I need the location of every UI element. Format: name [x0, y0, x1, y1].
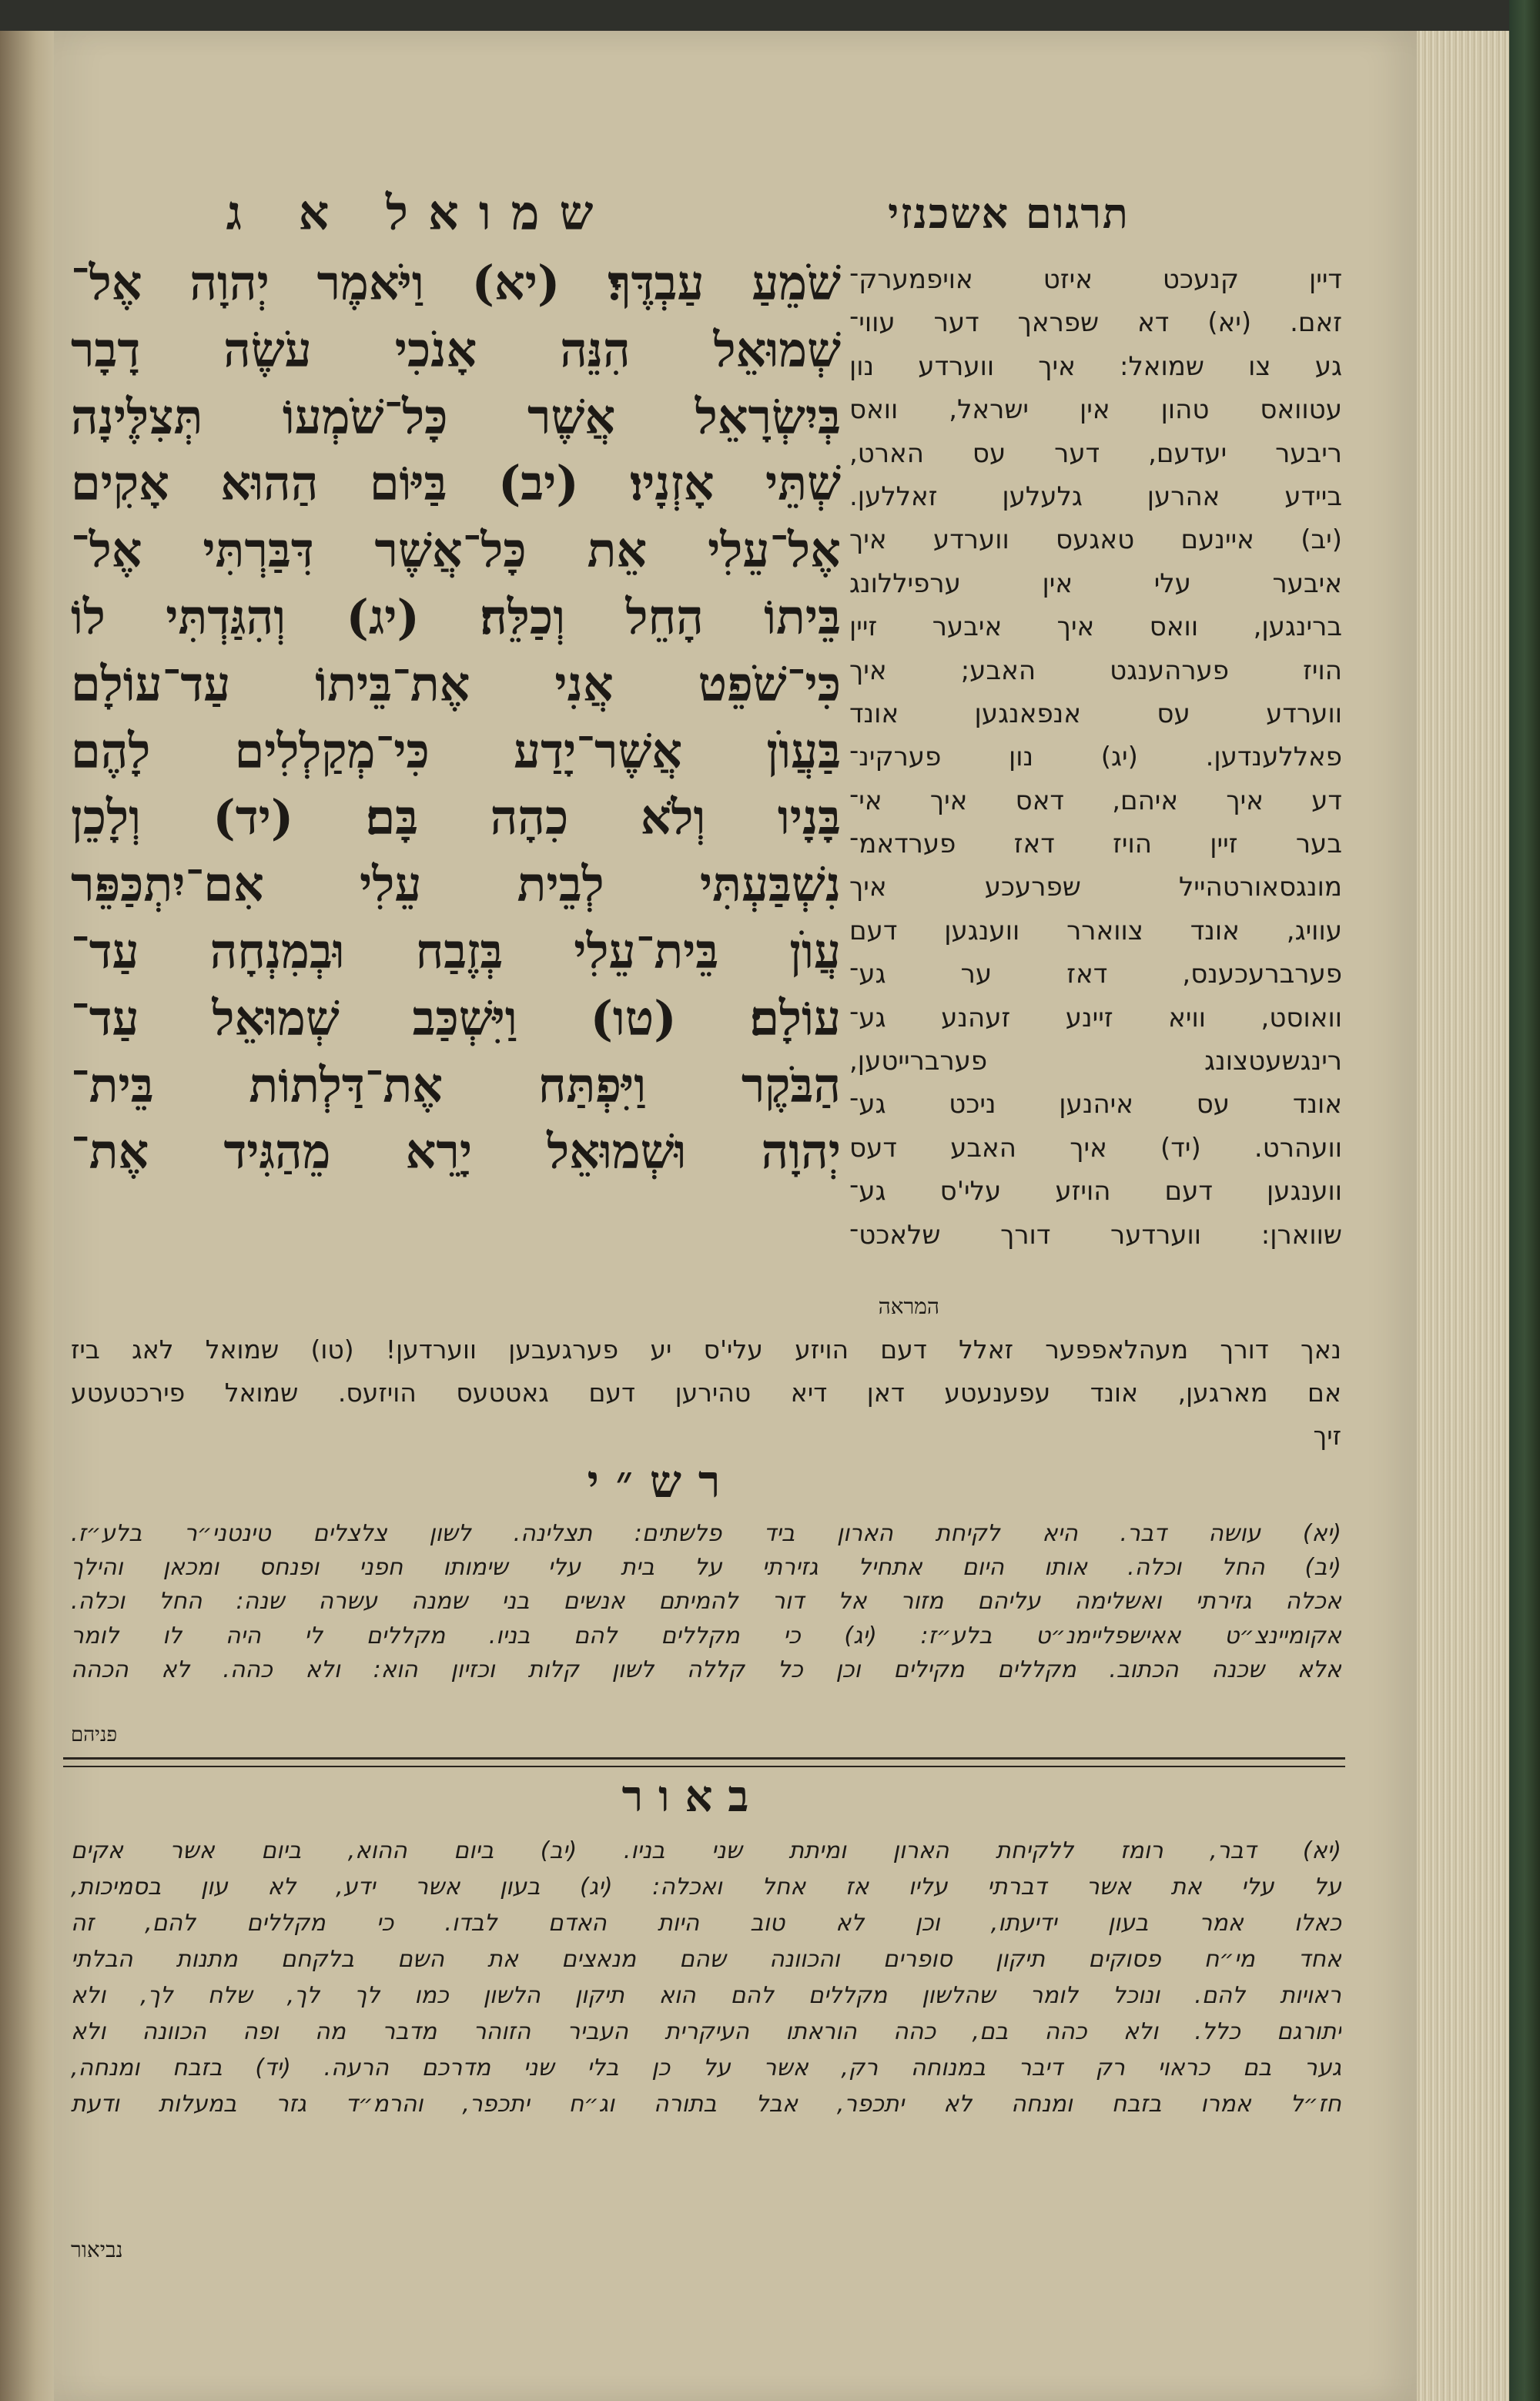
rashi-line: (יב) החל וכלה. אותו היום אתחיל גזירתי על בית עלי שימותו חפני ופנחס ומכאן והילך [71, 1554, 1341, 1582]
rashi-catchword: פניהם [71, 1723, 118, 1746]
main-text-line: עֲוֺן בֵּית־עֵלִי בְּזֶבַח וּבְמִנְחָה עַד־ [71, 923, 841, 979]
translation-continuation-line: נאך דורך מעהלאפפער זאלל דעם הויזע עלי'ס יע פערגעבען ווערדען! (טו) שמואל לאג ביז [71, 1334, 1341, 1365]
rashi-line: אכלה גזירתי ואשלימה עליהם מזור אל דור להמיתם אנשים בני שמנה עשרה שנה: החל וכלה. [71, 1588, 1341, 1616]
biur-line: אחד מי״ח פסוקים תיקון סופרים והכוונה שהם מנאצים את השם בלקחם מתנות הבלתי [71, 1946, 1341, 1973]
translation-line: הויז פערהענגט האבע; איך [849, 655, 1342, 686]
book-cover-edge [1509, 0, 1540, 2401]
main-text-line: בַּעֲוֺן אֲשֶׁר־יָדַע כִּי־מְקַלְלִים לָהֶם [71, 722, 841, 779]
translation-line: איבער עלי אין ערפיללונג [849, 568, 1342, 599]
main-text-line: בְּיִשְׂרָאֵל אֲשֶׁר כָּל־שֹׁמְעוֹ תְּצִלֶּינָה [71, 388, 841, 445]
translation-line: בער זיין הויז דאז פערדאמ־ [849, 829, 1342, 860]
translation-line: מונגסאורטהייל שפרעכע איך [849, 872, 1342, 903]
main-text-line: שְׁמוּאֵל הִנֵּה אָנֹכִי עֹשֶׂה דָבָר [71, 321, 841, 378]
rashi-line: אקומיינצ״ט אאישפליימנ״ט בלע״ז: (יג) כי מקללים להם בניו. מקללים לי היה לו לומר [71, 1622, 1341, 1649]
biur-line: כאלו אמר בעון ידיעתו, וכן לא טוב היות האדם לבדו. כי מקללים להם, זה [71, 1910, 1341, 1937]
translation-line: וועהרט. (יד) איך האבע דעס [849, 1132, 1342, 1164]
translation-line: (יב) איינעם טאגעס ווערדע איך [849, 524, 1342, 556]
translation-line: אונד עס איהנען ניכט גע־ [849, 1089, 1342, 1120]
translation-line: גע צו שמואל: איך ווערדע נון [849, 350, 1342, 382]
translation-line: פערברעכענס, דאז ער גע־ [849, 959, 1342, 990]
book-title-header: שמואל א ג [226, 185, 614, 241]
translation-line: וואוסט, וויא זיינע זעהנע גע־ [849, 1002, 1342, 1033]
main-text-line: אֶל־עֵלִי אֵת כָּל־אֲשֶׁר דִּבַּרְתִּי אֶל־ [71, 522, 841, 579]
main-text-line: נִשְׁבַּעְתִּי לְבֵית עֵלִי אִם־יִתְכַּפֵּר [71, 856, 841, 913]
translation-line: שווארן: ווערדער דורך שלאכט־ [849, 1219, 1342, 1251]
main-text-line: שֹׁמֵעַ עַבְדֶּךָ׃ (יא) וַיֹּאמֶר יְהוָה אֶל־ [71, 255, 841, 311]
translation-line: דיין קנעכט איזט אויפמערק־ [849, 264, 1342, 295]
biur-line: יתורגם כלל. ולא כהה בם, כהה הוראתו העיקרית העביר הזוהר מדבר מה ופה הכוונה ולא [71, 2018, 1341, 2045]
rashi-line: (יא) עושה דבר. היא לקיחת הארון ביד פלשתים: תצלינה. לשון צלצלים טינטני״ר בלע״ז. [71, 1520, 1341, 1547]
biur-line: חז״ל אמרו בזבח ומנחה לא יתכפר, אבל בתורה וג״ח יתכפר, והרמ״ד גזר במעלות ודעת [71, 2091, 1341, 2118]
translation-line: ריבער יעדעם, דער עס הארט, [849, 437, 1342, 469]
main-text-catchword: המראה [878, 1294, 939, 1319]
biur-heading: באור [621, 1771, 765, 1822]
rashi-line: אלא שכנה הכתוב. מקללים מקילים וכן כל קללה לשון קלות וכזיון הוא: ולא כהה. לא הכהה [71, 1656, 1341, 1683]
translation-line: זאם. (יא) דא שפראך דער עווי־ [849, 307, 1342, 339]
biur-line: ראויות להם. ונוכל לומר שהלשון מקללים להם הוא תיקון הלשון כמו לך לך, שלח לך, ולא [71, 1982, 1341, 2009]
rashi-commentary [71, 1517, 1341, 1717]
book-binding-edge [0, 31, 60, 2401]
translation-line: ווענגען דעם הויזע עלי'ס גע־ [849, 1176, 1342, 1207]
page-block-edges [1417, 31, 1509, 2401]
biur-commentary [71, 1833, 1341, 2249]
biur-line: (יא) דבר, רומז ללקיחת הארון ומיתת שני בניו. (יב) ביום ההוא, ביום אשר אקים [71, 1837, 1341, 1864]
translation-catchword: זיך [1313, 1421, 1341, 1451]
translation-line: ווערדע עס אנפאנגען אונד [849, 698, 1342, 729]
main-text-line: בָּנָיו וְלֹא כִהָה בָּם׃ (יד) וְלָכֵן [71, 789, 841, 846]
translation-title-header: תרגום אשכנזי [888, 189, 1130, 238]
translation-line: רינגשעטצונג פערברייטען, [849, 1046, 1342, 1077]
translation-line: ברינגען, וואס איך איבער זיין [849, 611, 1342, 643]
rashi-heading: רש״י [587, 1455, 738, 1508]
translation-line: דע איך איהם, דאס איך אי־ [849, 785, 1342, 816]
main-text-line: עוֹלָם׃ (טו) וַיִּשְׁכַּב שְׁמוּאֵל עַד־ [71, 990, 841, 1046]
biur-catchword: נביאור [71, 2237, 123, 2262]
main-hebrew-text [71, 250, 841, 1305]
translation-column [849, 258, 1342, 1328]
translation-line: עוויג, אונד צווארר ווענגען דעם [849, 915, 1342, 946]
translation-line: עטוואס טהון אין ישראל, וואס [849, 394, 1342, 426]
translation-continuation-line: אם מארגען, אונד עפענעטע דאן דיא טהירען דעם גאטטעס הויזעס. שמואל פירכטעטע [71, 1378, 1341, 1408]
main-text-line: כִּי־שֹׁפֵט אֲנִי אֶת־בֵּיתוֹ עַד־עוֹלָם [71, 655, 841, 712]
main-text-line: יְהוָה וּשְׁמוּאֵל יָרֵא מֵהַגִּיד אֶת־ [71, 1123, 841, 1180]
section-divider-rule [63, 1757, 1345, 1767]
main-text-line: שְׁתֵּי אָזְנָיו׃ (יב) בַּיּוֹם הַהוּא אָקִים [71, 455, 841, 512]
biur-line: על עלי את אשר דברתי עליו אז אחל ואכלה: (יג) בעון אשר ידע, לא עון בסמיכות, [71, 1874, 1341, 1900]
main-text-line: בֵּיתוֹ הָחֵל וְכַלֵּה׃ (יג) וְהִגַּדְתִּי לוֹ [71, 588, 841, 645]
translation-line: ביידע אהרען גלעלען זאללען. [849, 481, 1342, 512]
main-text-line: הַבֹּקֶר וַיִּפְתַּח אֶת־דַּלְתוֹת בֵּית־ [71, 1057, 841, 1113]
translation-line: פאללענדען. (יג) נון פערקינ־ [849, 742, 1342, 773]
translation-continuation [71, 1328, 1341, 1459]
biur-line: גער בם כראוי רק דיבר במנוחה רק, אשר על כן בלי שני מדרכם הרעה. (יד) בזבח ומנחה, [71, 2054, 1341, 2081]
